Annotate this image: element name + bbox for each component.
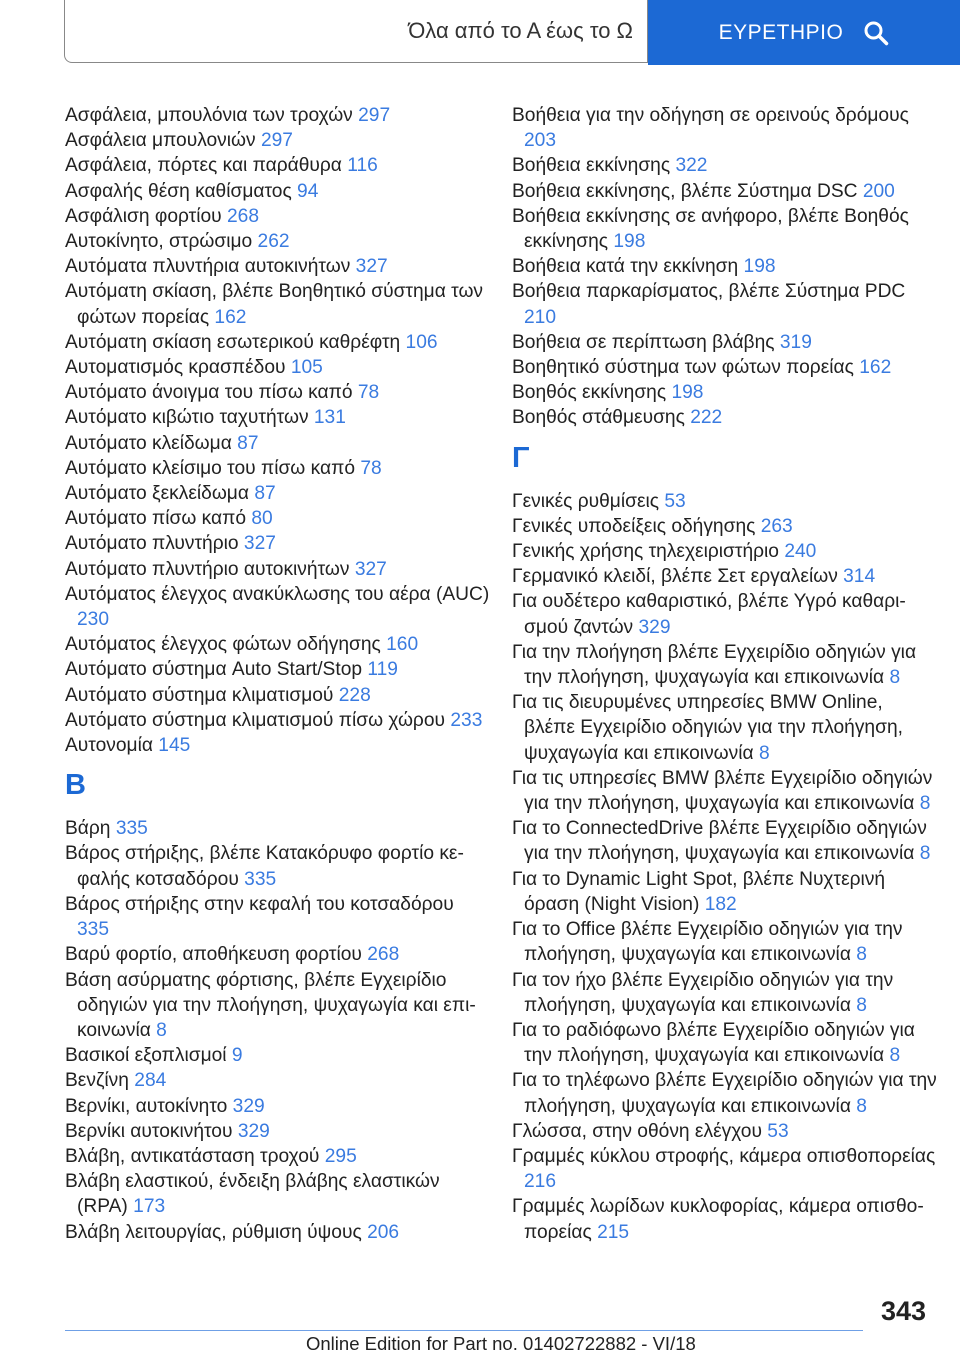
index-entry: [65, 657, 490, 682]
index-entry: [512, 816, 937, 866]
index-entry: [65, 1144, 490, 1169]
index-entry: [65, 733, 490, 758]
index-entry-text: Βοηθός εκκίνησης: [512, 382, 667, 404]
index-page-link[interactable]: 210: [524, 306, 557, 328]
index-entry-text: Αυτόματο σύστημα κλιματισμού: [65, 684, 334, 706]
index-entry-text: Αυτόματο πίσω καπό: [65, 508, 247, 530]
index-entry-text: Βοηθητικό σύστημα των φώτων πορείας: [512, 357, 854, 379]
index-entry-text: Βερνίκι, αυτοκίνητο: [65, 1095, 228, 1117]
index-entry: [65, 254, 490, 279]
index-entry: [65, 128, 490, 153]
index-entry: [65, 229, 490, 254]
index-entry-text: Αυτονομία: [65, 735, 153, 757]
index-entry-text: Βοήθεια εκκίνησης: [512, 155, 671, 177]
index-entry-text: Βοηθός στάθμευσης: [512, 407, 685, 429]
index-entry-text: Βασικοί εξοπλισμοί: [65, 1045, 227, 1067]
footer-edition: Online Edition for Part no. 01402722882 - VI/18: [306, 1333, 696, 1354]
index-entry-text: Ασφάλεια, μπουλόνια των τροχών: [65, 105, 353, 126]
index-entry-text: Ασφαλής θέση καθίσματος: [65, 180, 292, 202]
index-page-link[interactable]: 8: [889, 1045, 901, 1067]
page-number: 343: [880, 1296, 926, 1326]
index-entry: [512, 153, 937, 178]
index-entry-text: Αυτόματος έλεγχος ανακύκλωσης του αέρα (AUC): [65, 583, 490, 605]
index-entry: [512, 514, 937, 539]
index-page-link[interactable]: 327: [243, 533, 276, 555]
index-page-link[interactable]: 53: [664, 490, 686, 512]
index-entry: [512, 640, 937, 690]
index-entry: [512, 330, 937, 355]
index-entry: [65, 1119, 490, 1144]
index-entry: [65, 481, 490, 506]
index-entry-text: Βοήθεια σε περίπτωση βλάβης: [512, 331, 775, 353]
index-entry-text: Γερμανικό κλειδί, βλέπε Σετ εργαλείων: [512, 566, 838, 588]
index-entry: [512, 489, 937, 514]
index-entry-text: Αυτοματισμός κρασπέδου: [65, 357, 286, 379]
index-page-link[interactable]: 182: [704, 893, 737, 915]
index-entry-text: Βενζίνη: [65, 1070, 129, 1092]
index-entry-text: Αυτόματο κλείδωμα: [65, 432, 232, 454]
index-entry-text: Γενικές ρυθμίσεις: [512, 490, 660, 512]
index-page-link[interactable]: 322: [675, 155, 708, 177]
index-entry-text: Βοήθεια παρκαρίσματος, βλέπε Σύστημα PDC: [512, 281, 906, 303]
index-entry-text: Βερνίκι αυτοκινήτου: [65, 1120, 233, 1142]
index-entry: [65, 179, 490, 204]
index-letter-heading: Γ: [512, 441, 530, 474]
index-entry: [512, 1068, 937, 1118]
index-page-link[interactable]: 87: [254, 483, 276, 505]
search-icon[interactable]: [863, 20, 889, 46]
index-entry: [65, 1043, 490, 1068]
index-entry: [65, 1094, 490, 1119]
index-entry-text: Γραμμές κύκλου στροφής, κάμερα οπισθοπορείας: [512, 1145, 936, 1167]
index-entry: [65, 279, 490, 329]
index-page-link[interactable]: 327: [354, 558, 387, 580]
index-page-link[interactable]: 206: [367, 1221, 400, 1243]
index-entry-text: Βοήθεια εκκίνησης σε ανήφορο, βλέπε Βοηθός εκκίνησης: [512, 205, 909, 253]
index-entry: [512, 103, 937, 153]
page-header: [64, 0, 960, 65]
index-page-link[interactable]: 8: [156, 1019, 167, 1041]
index-page-link[interactable]: 297: [358, 105, 391, 126]
index-entry: [512, 589, 937, 639]
index-entry-text: Βλάβη, αντικατάσταση τροχού: [65, 1145, 320, 1167]
index-page-link[interactable]: 8: [919, 793, 931, 815]
index-page-link[interactable]: 329: [237, 1120, 270, 1142]
index-entry: [65, 942, 490, 967]
index-page-link[interactable]: 216: [524, 1171, 557, 1193]
index-page-link[interactable]: 327: [355, 256, 388, 278]
index-page-link[interactable]: 160: [386, 634, 419, 656]
index-page-link[interactable]: 284: [134, 1070, 167, 1092]
index-entry-text: Αυτόματη σκίαση, βλέπε Βοηθητικό σύστημα των φώτων πορείας: [65, 281, 484, 328]
index-entry-text: Βάση ασύρματης φόρτισης, βλέπε Εγχειρίδιο οδηγιών για την πλοήγηση, ψυχαγωγία και επικοινωνία: [65, 969, 476, 1041]
index-entry: [65, 380, 490, 405]
index-entry: [65, 892, 490, 942]
index-entry: [512, 254, 937, 279]
index-page-link[interactable]: 335: [77, 919, 110, 941]
index-page-link[interactable]: 9: [231, 1045, 243, 1067]
index-page-link[interactable]: 240: [784, 541, 817, 563]
index-page-link[interactable]: 268: [367, 944, 400, 966]
index-page-link[interactable]: 8: [856, 1095, 867, 1117]
index-page-link[interactable]: 198: [613, 231, 646, 253]
index-page-link[interactable]: 198: [671, 382, 704, 404]
index-entry: [65, 456, 490, 481]
index-entry-text: Γενικής χρήσης τηλεχειριστήριο: [512, 541, 779, 563]
index-entry: [512, 204, 937, 254]
index-entry: [65, 582, 490, 632]
index-entry: [512, 766, 937, 816]
index-entry: [65, 330, 490, 355]
index-page-link[interactable]: 162: [214, 306, 247, 328]
index-column-left: [65, 103, 490, 1245]
index-page-link[interactable]: 87: [237, 432, 259, 454]
index-page-link[interactable]: 80: [251, 508, 273, 530]
index-entry-text: Για το Office βλέπε Εγχειρίδιο οδηγιών για την πλοήγηση, ψυχαγωγία και επικοινωνία: [512, 919, 903, 966]
index-entry-text: Για την πλοήγηση βλέπε Εγχειρίδιο οδηγιών για την πλοήγηση, ψυχαγωγία και επικοινωνία: [512, 641, 917, 689]
index-entry-text: Αυτόματο κλείσιμο του πίσω καπό: [65, 457, 355, 479]
tab-alphabetical[interactable]: [64, 0, 648, 63]
index-entry-text: Ασφάλιση φορτίου: [65, 205, 222, 227]
index-entry: [65, 841, 490, 891]
index-page-link[interactable]: 131: [313, 407, 346, 429]
index-entry-text: Για το Dynamic Light Spot, βλέπε Νυχτερινή όραση (Night Vision): [512, 868, 886, 915]
index-entry: [512, 380, 937, 405]
index-entry-text: Γραμμές λωρίδων κυκλοφορίας, κάμερα οπισθοπορείας: [512, 1196, 924, 1243]
index-page-link[interactable]: 8: [919, 843, 931, 865]
index-page-link[interactable]: 230: [77, 609, 110, 631]
index-entry: [65, 708, 490, 733]
index-entry: [512, 867, 937, 917]
index-entry: [512, 564, 937, 589]
index-entry: [512, 968, 937, 1018]
index-entry: [65, 431, 490, 456]
index-page-link[interactable]: 162: [859, 357, 892, 379]
index-page-link[interactable]: 319: [779, 331, 812, 353]
index-entry-text: Βάρος στήριξης στην κεφαλή του κοτσαδόρου: [65, 893, 454, 915]
index-page-link[interactable]: 78: [357, 382, 380, 404]
index-entry: [512, 279, 937, 329]
tab-index-label: ΕΥΡΕΤΗΡΙΟ: [718, 20, 844, 44]
footer-divider: [65, 1330, 863, 1331]
index-entry-text: Για το ραδιόφωνο βλέπε Εγχειρίδιο οδηγιών για την πλοήγηση, ψυχαγωγία και επικοινωνία: [512, 1019, 915, 1067]
index-entry: [65, 683, 490, 708]
index-letter-heading: B: [65, 769, 86, 802]
index-page-link[interactable]: 222: [690, 407, 723, 429]
index-entry-text: Αυτόματο κιβώτιο ταχυτήτων: [65, 407, 309, 429]
index-entry-text: Αυτόματο σύστημα κλιματισμού πίσω χώρου: [65, 709, 446, 731]
index-page-link[interactable]: 314: [843, 566, 876, 588]
index-page-link[interactable]: 215: [597, 1221, 630, 1243]
index-entry-text: Για τις διευρυμένες υπηρεσίες BMW Online, βλέπε Εγχειρίδιο οδηγιών για την πλοήγηση, ψυχαγωγία και επικοινωνία: [512, 692, 903, 764]
index-page-link[interactable]: 297: [260, 130, 293, 152]
index-page-link[interactable]: 233: [450, 709, 483, 731]
index-column-right: [512, 103, 937, 1245]
index-page-link[interactable]: 335: [115, 818, 148, 840]
index-page-link[interactable]: 329: [232, 1095, 265, 1117]
index-entry-text: Βάρος στήριξης, βλέπε Κατακόρυφο φορτίο κεφαλής κοτσαδόρου: [65, 843, 464, 890]
index-page-link[interactable]: 200: [862, 180, 895, 202]
index-page-link[interactable]: 295: [324, 1145, 357, 1167]
index-entry: [512, 405, 937, 430]
index-entry: [65, 103, 490, 128]
index-entry-text: Αυτόματο σύστημα Auto Start/Stop: [65, 659, 363, 681]
index-entry-text: Αυτοκίνητο, στρώσιμο: [65, 231, 253, 253]
index-entry: [512, 1194, 937, 1244]
index-entry-text: Γενικές υποδείξεις οδήγησης: [512, 515, 756, 537]
index-page-link[interactable]: 335: [244, 868, 277, 890]
index-page-link[interactable]: 268: [226, 205, 259, 227]
index-page-link[interactable]: 119: [367, 659, 398, 681]
index-entry-text: Για το ConnectedDrive βλέπε Εγχειρίδιο οδηγιών για την πλοήγηση, ψυχαγωγία και επικοινωνία: [512, 818, 927, 865]
index-entry-text: Γλώσσα, στην οθόνη ελέγχου: [512, 1120, 762, 1142]
index-entry-text: Για το τηλέφωνο βλέπε Εγχειρίδιο οδηγιών για την πλοήγηση, ψυχαγωγία και επικοινωνία: [512, 1070, 937, 1117]
index-entry: [65, 557, 490, 582]
index-page-link[interactable]: 94: [297, 180, 319, 202]
index-entry: [512, 179, 937, 204]
tab-index[interactable]: [648, 0, 960, 65]
index-entry: [512, 539, 937, 564]
index-entry: [65, 968, 490, 1044]
index-entry: [65, 204, 490, 229]
index-entry-text: Ασφάλεια, πόρτες και παράθυρα: [65, 155, 342, 177]
index-entry-text: Αυτόματο άνοιγμα του πίσω καπό: [65, 382, 353, 404]
index-page-link[interactable]: 203: [524, 130, 557, 152]
index-page-link[interactable]: 53: [767, 1120, 789, 1142]
index-page-link[interactable]: 228: [338, 684, 371, 706]
index-page-link[interactable]: 262: [257, 231, 290, 253]
index-page-link[interactable]: 8: [889, 667, 901, 689]
index-entry-text: Αυτόματος έλεγχος φώτων οδήγησης: [65, 634, 381, 656]
index-entry: [65, 1068, 490, 1093]
index-entry: [512, 917, 937, 967]
index-entry: [65, 632, 490, 657]
index-entry: [65, 531, 490, 556]
index-entry: [512, 1119, 937, 1144]
index-entry-text: Για τις υπηρεσίες BMW βλέπε Εγχειρίδιο οδηγιών για την πλοήγηση, ψυχαγωγία και επικοινωνία: [512, 767, 933, 815]
index-page-link[interactable]: 145: [158, 735, 191, 757]
index-page-link[interactable]: 105: [290, 357, 323, 379]
index-entry-text: Βλάβη λειτουργίας, ρύθμιση ύψους: [65, 1221, 362, 1243]
index-page-link[interactable]: 8: [758, 742, 770, 764]
index-page-link[interactable]: 106: [405, 331, 438, 353]
index-entry-text: Για τον ήχο βλέπε Εγχειρίδιο οδηγιών για την πλοήγηση, ψυχαγωγία και επικοινωνία: [512, 969, 894, 1016]
index-entry-text: Αυτόματα πλυντήρια αυτοκινήτων: [65, 256, 351, 278]
index-entry-text: Βάρη: [65, 818, 111, 840]
index-page-link[interactable]: 8: [856, 994, 867, 1016]
index-entry-text: Βοήθεια κατά την εκκίνηση: [512, 256, 739, 278]
index-page-link[interactable]: 198: [743, 256, 776, 278]
index-entry-text: Αυτόματη σκίαση εσωτερικού καθρέφτη: [65, 331, 401, 353]
index-entry: [65, 1220, 490, 1245]
index-entry: [512, 1144, 937, 1194]
index-entry-text: Για ουδέτερο καθαριστικό, βλέπε Υγρό καθαρισμού ζαντών: [512, 591, 906, 638]
index-page-link[interactable]: 173: [133, 1196, 166, 1218]
index-entry: [65, 1169, 490, 1219]
index-entry: [512, 690, 937, 766]
index-entry-text: Βοήθεια για την οδήγηση σε ορεινούς δρόμους: [512, 105, 909, 126]
index-page-link[interactable]: 116: [347, 155, 378, 177]
index-entry: [65, 506, 490, 531]
index-entry-text: Αυτόματο πλυντήριο: [65, 533, 239, 555]
index-entry-text: Αυτόματο ξεκλείδωμα: [65, 483, 249, 505]
index-page-link[interactable]: 329: [638, 616, 671, 638]
index-entry-text: Ασφάλεια μπουλονιών: [65, 130, 256, 152]
index-entry: [65, 816, 490, 841]
index-entry: [65, 355, 490, 380]
tab-alphabetical-label: Όλα από το Α έως το Ω: [408, 18, 633, 43]
index-entry: [65, 405, 490, 430]
index-entry: [512, 355, 937, 380]
index-entry: [65, 153, 490, 178]
index-page-link[interactable]: 78: [360, 457, 382, 479]
index-entry-text: Βαρύ φορτίο, αποθήκευση φορτίου: [65, 944, 362, 966]
index-entry-text: Αυτόματο πλυντήριο αυτοκινήτων: [65, 558, 350, 580]
index-page-link[interactable]: 8: [856, 944, 867, 966]
index-entry-text: Βλάβη ελαστικού, ένδειξη βλάβης ελαστικών (RPA): [65, 1171, 440, 1218]
index-entry: [512, 1018, 937, 1068]
index-page-link[interactable]: 263: [760, 515, 793, 537]
index-entry-text: Βοήθεια εκκίνησης, βλέπε Σύστημα DSC: [512, 180, 858, 202]
